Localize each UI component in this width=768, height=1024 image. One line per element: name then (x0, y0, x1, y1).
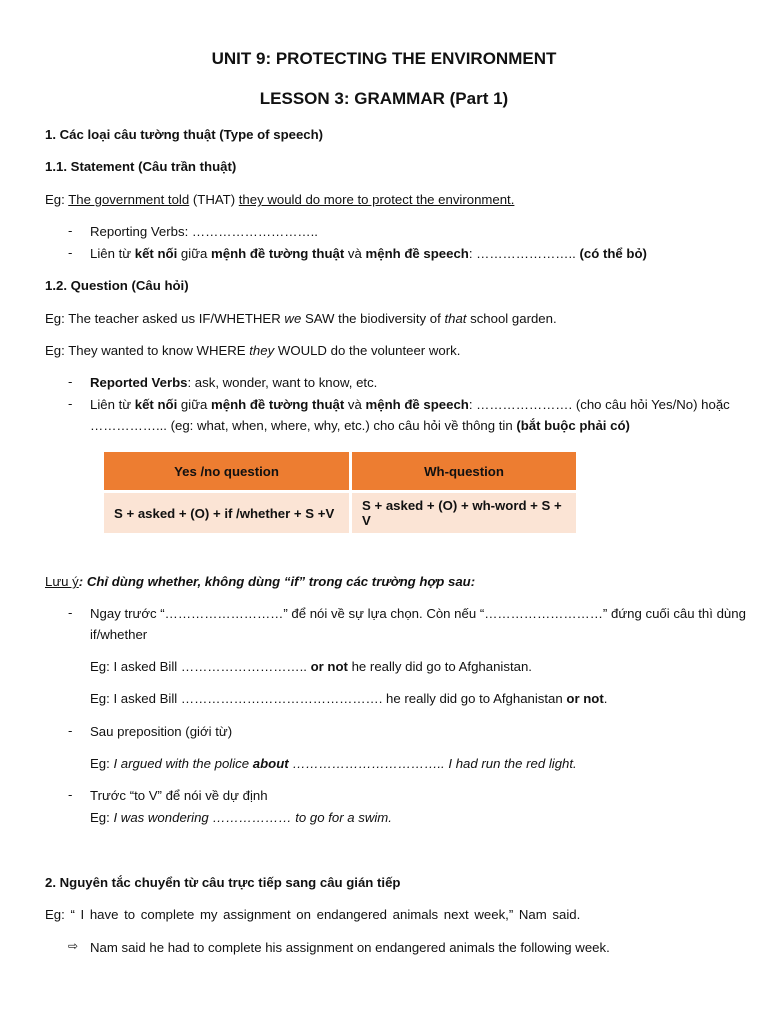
eg-prefix: Eg: (45, 192, 69, 207)
bullet-dash: - (68, 245, 73, 260)
text-run: Eg: I asked Bill ………………………………………. he really did go to Afghanistan (90, 691, 567, 706)
text-run-bold: mệnh đề tường thuật (211, 246, 345, 261)
note-point-3-example (90, 809, 392, 827)
note-point-1-example-2 (90, 690, 607, 708)
text-run-bold: kết nối (134, 246, 178, 261)
note-point-1-cont: if/whether (90, 627, 148, 642)
note-point-2: Sau preposition (giới từ) (90, 724, 233, 739)
text-run: : ask, wonder, want to know, etc. (187, 375, 378, 390)
text-run-bold: mệnh đề speech (365, 246, 469, 261)
table-header-wh: Wh-question (352, 452, 576, 490)
text-run: he really did go to Afghanistan. (347, 659, 532, 674)
section-1-2-heading: 1.2. Question (Câu hỏi) (45, 278, 189, 293)
text-run-italic: I was wondering ……………… to go for a swim. (113, 810, 392, 825)
section-1-1-heading: 1.1. Statement (Câu trần thuật) (45, 159, 237, 174)
text-run: : …………………. (cho câu hỏi Yes/No) hoặc (468, 397, 730, 412)
text-run-italic: that (444, 311, 467, 326)
statement-bullet-conjunction (90, 245, 647, 263)
text-run: Eg: They wanted to know WHERE (45, 343, 250, 358)
text-run: WOULD do the volunteer work. (274, 343, 461, 358)
text-run: Liên từ (90, 246, 135, 261)
bullet-dash: - (68, 374, 73, 389)
text-run: Eg: The teacher asked us IF/WHETHER (45, 311, 285, 326)
note-label: Lưu ý (45, 574, 79, 589)
bullet-dash: - (68, 787, 73, 802)
bullet-dash: - (68, 396, 73, 411)
question-structure-table (101, 449, 579, 536)
text-run-bold: (có thể bỏ) (579, 246, 647, 261)
reported-clause: they would do more to protect the environment. (238, 192, 515, 207)
text-run: và (344, 397, 366, 412)
question-example-2 (45, 342, 460, 360)
text-run: giữa (177, 246, 212, 261)
text-run-bold: kết nối (134, 397, 178, 412)
question-bullet-conjunction-cont (90, 417, 630, 435)
note-point-3: Trước “to V” để nói về dự định (90, 788, 268, 803)
note-point-2-example (90, 755, 577, 773)
text-run-italic: we (284, 311, 302, 326)
text-run-italic: …………………………….. I had run the red light. (288, 756, 577, 771)
text-run: ……………... (eg: what, when, where, why, etc.) cho câu hỏi về thông tin (90, 418, 517, 433)
text-run: và (344, 246, 366, 261)
text-run-italic: I argued with the police (113, 756, 253, 771)
section-1-heading: 1. Các loại câu tường thuật (Type of speech) (45, 127, 324, 142)
reporting-clause: The government told (68, 192, 190, 207)
text-run: SAW the biodiversity of (301, 311, 445, 326)
text-run-bold: or not (566, 691, 604, 706)
table-header-row (104, 452, 576, 490)
text-run-bold: Reported Verbs (90, 375, 188, 390)
text-run-bold: or not (310, 659, 348, 674)
that-conjunction: (THAT) (189, 192, 239, 207)
bullet-dash: - (68, 605, 73, 620)
text-run: school garden. (466, 311, 557, 326)
table-row (104, 493, 576, 533)
text-run-bold-italic: about (252, 756, 289, 771)
table-cell-yes-no-formula: S + asked + (O) + if /whether + S +V (104, 493, 349, 533)
note-heading (45, 573, 475, 591)
note-point-1-example-1 (90, 658, 532, 676)
section-2-example: Eg: “ I have to complete my assignment on endangered animals next week,” Nam said. (45, 907, 581, 922)
text-run: giữa (177, 397, 212, 412)
text-run: : ………………….. (468, 246, 580, 261)
text-run-italic: they (249, 343, 275, 358)
section-2-result: Nam said he had to complete his assignment on endangered animals the following week. (90, 940, 610, 955)
text-run: Eg: I asked Bill ……………………….. (90, 659, 311, 674)
arrow-right-icon: ⇨ (68, 939, 79, 953)
page-subtitle: LESSON 3: GRAMMAR (Part 1) (259, 89, 509, 108)
text-run: Liên từ (90, 397, 135, 412)
text-run-bold: (bắt buộc phải có) (516, 418, 630, 433)
statement-bullet-reporting-verbs: Reporting Verbs: ……………………….. (90, 224, 318, 239)
statement-example (45, 191, 514, 209)
text-run: Eg: (90, 756, 114, 771)
text-run: Eg: (90, 810, 114, 825)
text-run-bold: mệnh đề speech (365, 397, 469, 412)
table-header-yes-no: Yes /no question (104, 452, 349, 490)
note-point-1: Ngay trước “………………………” để nói về sự lựa chọn. Còn nếu “………………………” đứng cuối câu thì dùng (90, 606, 746, 621)
note-text: : Chỉ dùng whether, không dùng “if” trong các trường hợp sau: (78, 574, 476, 589)
question-bullet-conjunction (90, 396, 730, 414)
section-2-heading: 2. Nguyên tắc chuyển từ câu trực tiếp sang câu gián tiếp (45, 875, 401, 890)
question-bullet-reported-verbs (90, 374, 377, 392)
text-run: . (603, 691, 608, 706)
bullet-dash: - (68, 223, 73, 238)
bullet-dash: - (68, 723, 73, 738)
page-title: UNIT 9: PROTECTING THE ENVIRONMENT (211, 49, 557, 68)
table-cell-wh-formula: S + asked + (O) + wh-word + S + V (352, 493, 576, 533)
text-run-bold: mệnh đề tường thuật (211, 397, 345, 412)
question-example-1 (45, 310, 557, 328)
